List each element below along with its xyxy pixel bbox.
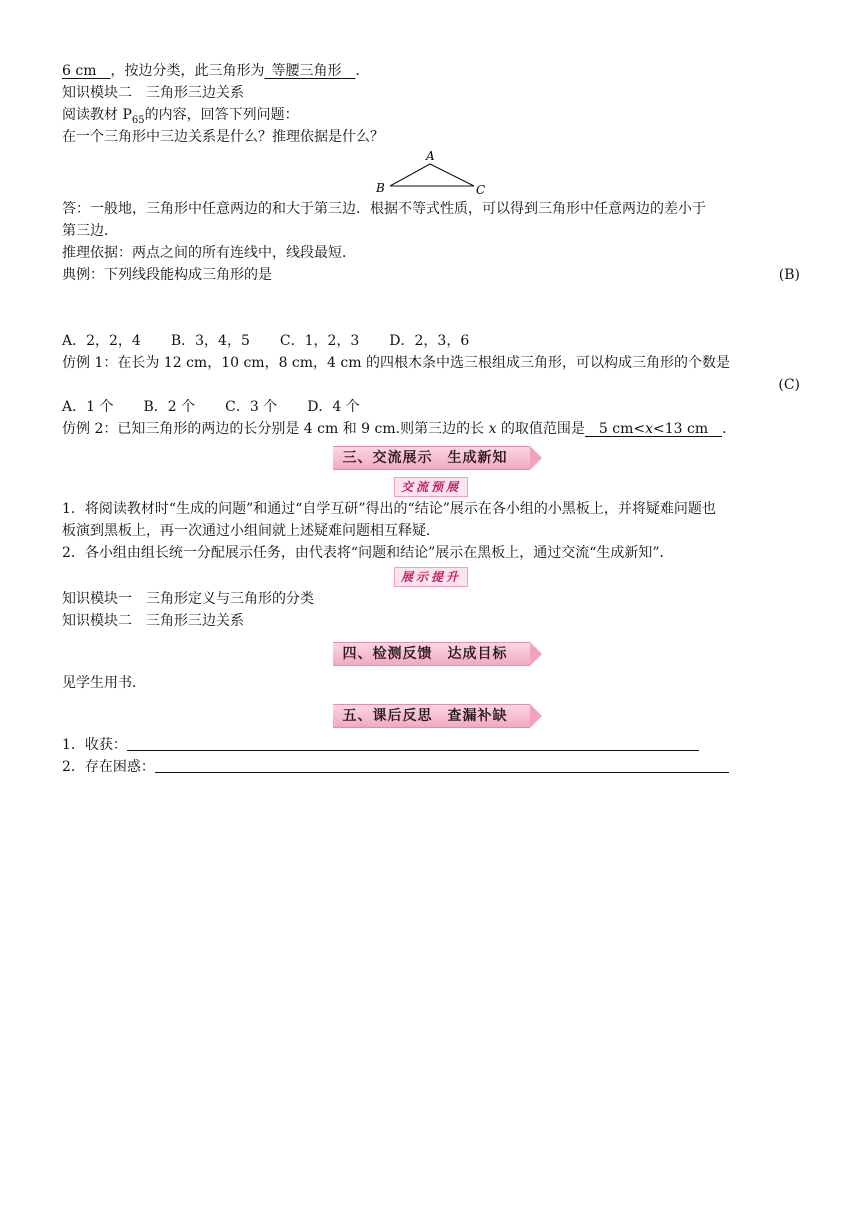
option-d: D．2，3，6 — [389, 333, 470, 349]
option-d: D．4 个 — [307, 399, 360, 415]
document-page — [62, 60, 800, 778]
example-text: 典例：下列线段能构成三角形的是 — [62, 267, 272, 283]
section3-banner-wrap — [62, 446, 800, 470]
section3-module1: 知识模块一 三角形定义与三角形的分类 — [62, 591, 314, 607]
option-c: C．1，2，3 — [279, 333, 360, 349]
example-options — [62, 330, 800, 352]
answer-line-1: 答：一般地，三角形中任意两边的和大于第三边．根据不等式性质，可以得到三角形中任意两边的差小于 — [62, 201, 706, 217]
section5-banner-wrap — [62, 704, 800, 728]
example-answer: (B) — [778, 267, 800, 283]
vertex-label-b: B — [376, 181, 385, 195]
triangle-figure — [62, 148, 800, 198]
classification-text: ，按边分类，此三角形为 — [110, 63, 265, 79]
exchange-preview-tag: 交流预展 — [394, 477, 468, 497]
example-question — [62, 264, 800, 286]
section3-module2: 知识模块二 三角形三边关系 — [62, 613, 244, 629]
answer-line-2: 第三边． — [62, 223, 118, 239]
tag2-wrap — [62, 566, 800, 588]
vertex-label-c: C — [476, 183, 486, 197]
practice2-text: 仿例 2：已知三角形的两边的长分别是 4 cm 和 9 cm.则第三边的长 x 的取值范围是 5 cm<x<13 cm ． — [62, 421, 737, 437]
practice1-text: 仿例 1：在长为 12 cm，10 cm，8 cm，4 cm 的四根木条中选三根组成三角形，可以构成三角形的个数是 — [62, 355, 730, 371]
module2-heading: 知识模块二 三角形三边关系 — [62, 85, 244, 101]
section4-text: 见学生用书． — [62, 675, 146, 691]
section3-item1-line1: 1．将阅读教材时“生成的问题”和通过“自学互研”得出的“结论”展示在各小组的小黑板上，并将疑难问题也 — [62, 501, 716, 517]
confusion-blank-line[interactable] — [155, 756, 729, 773]
option-b: B．3，4，5 — [170, 333, 250, 349]
period: ． — [355, 63, 370, 79]
section5-banner: 五、课后反思 查漏补缺 — [333, 704, 530, 728]
practice2-answer: 5 cm<x<13 cm — [598, 421, 709, 437]
classification-answer-line — [62, 60, 800, 82]
read-prompt: 阅读教材 $P_{65}$的内容，回答下列问题： — [62, 107, 299, 126]
reasoning-basis: 推理依据：两点之间的所有连线中，线段最短． — [62, 245, 356, 261]
section3-item1-line2: 板演到黑板上，再一次通过小组间就上述疑难问题相互释疑． — [62, 523, 440, 539]
option-c: C．3 个 — [225, 399, 278, 415]
section4-banner-wrap — [62, 642, 800, 666]
option-b: B．2 个 — [143, 399, 196, 415]
triangle-diagram — [372, 148, 512, 198]
section3-item2: 2．各小组由组长统一分配展示任务，由代表将“问题和结论”展示在黑板上，通过交流“生成新知”． — [62, 545, 674, 561]
tag1-wrap — [62, 476, 800, 498]
question-text: 在一个三角形中三边关系是什么？推理依据是什么？ — [62, 129, 384, 145]
section4-banner: 四、检测反馈 达成目标 — [333, 642, 530, 666]
reflection-gains: 1．收获： — [62, 734, 800, 756]
section3-banner: 三、交流展示 生成新知 — [333, 446, 530, 470]
practice1-answer: (C) — [778, 377, 800, 393]
practice1-options — [62, 396, 800, 418]
reflection-confusion: 2．存在困惑： — [62, 756, 800, 778]
display-improve-tag: 展示提升 — [394, 567, 468, 587]
answer-blank-type: 等腰三角形 — [271, 63, 342, 79]
answer-blank-length: 6 cm — [62, 63, 97, 79]
option-a: A．1 个 — [62, 399, 114, 415]
option-a: A．2，2，4 — [62, 333, 141, 349]
vertex-label-a: A — [426, 149, 435, 163]
triangle-abc — [390, 164, 474, 186]
gains-blank-line[interactable] — [127, 734, 699, 751]
